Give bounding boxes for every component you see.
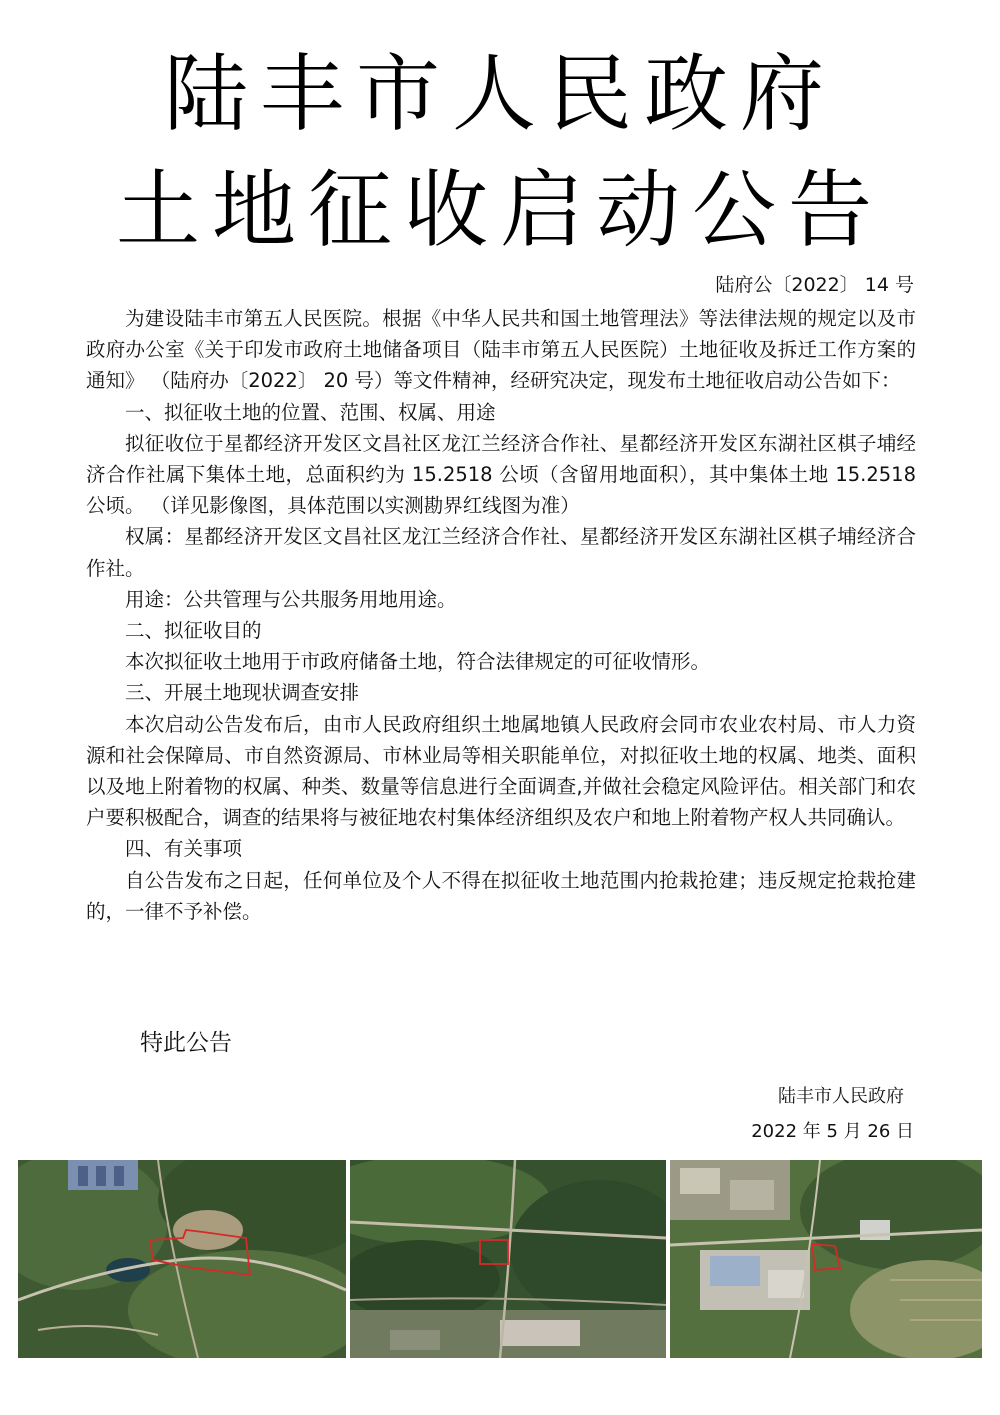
section-1-use: 用途：公共管理与公共服务用地用途。 bbox=[125, 587, 457, 611]
section-1-ownership: 权属：星都经济开发区文昌社区龙江兰经济合作社、星都经济开发区东湖社区棋子埔经济合作社。 bbox=[86, 525, 916, 580]
section-4-heading: 四、有关事项 bbox=[125, 837, 243, 861]
satellite-image-detail bbox=[670, 1160, 982, 1358]
signature-organization: 陆丰市人民政府 bbox=[778, 1086, 904, 1107]
document-number: 陆府公〔2022〕 14 号 bbox=[715, 274, 914, 296]
section-3-heading: 三、开展土地现状调查安排 bbox=[125, 681, 360, 705]
intro-paragraph: 为建设陆丰市第五人民医院。根据《中华人民共和国土地管理法》等法律法规的规定以及市政府办公室《关于印发市政府土地储备项目（陆丰市第五人民医院）土地征收及拆迁工作方案的通知》 （陆府办〔2022〕 20 号）等文件精神，经研究决定，现发布土地征收启动公告如下： bbox=[86, 307, 916, 393]
signature-date: 2022 年 5 月 26 日 bbox=[751, 1121, 914, 1142]
section-4-text: 自公告发布之日起，任何单位及个人不得在拟征收土地范围内抢栽抢建；违反规定抢栽抢建的，一律不予补偿。 bbox=[86, 868, 916, 923]
satellite-image-overview bbox=[18, 1160, 346, 1358]
satellite-image-mid bbox=[350, 1160, 666, 1358]
announcement-body bbox=[86, 303, 916, 927]
section-2-text: 本次拟征收土地用于市政府储备土地，符合法律规定的可征收情形。 bbox=[125, 650, 711, 674]
section-2-heading: 二、拟征收目的 bbox=[125, 619, 262, 643]
section-1-location: 拟征收位于星都经济开发区文昌社区龙江兰经济合作社、星都经济开发区东湖社区棋子埔经济合作社属下集体土地，总面积约为 15.2518 公顷（含留用地面积），其中集体土地 15.2518 公顷。 （详见影像图，具体范围以实测勘界红线图为准） bbox=[86, 431, 916, 518]
closing-remark: 特此公告 bbox=[140, 1030, 232, 1056]
section-1-heading: 一、拟征收土地的位置、范围、权属、用途 bbox=[125, 400, 496, 424]
page-title-line-1: 陆丰市人民政府 bbox=[163, 45, 836, 143]
satellite-image-strip bbox=[18, 1160, 982, 1358]
section-3-text: 本次启动公告发布后，由市人民政府组织土地属地镇人民政府会同市农业农村局、市人力资源和社会保障局、市自然资源局、市林业局等相关职能单位，对拟征收土地的权属、地类、面积以及地上附着物的权属、种类、数量等信息进行全面调查,并做社会稳定风险评估。相关部门和农户要积极配合，调查的结果将与被征地农村集体经济组织及农户和地上附着物产权人共同确认。 bbox=[86, 712, 916, 830]
page-title-line-2: 土地征收启动公告 bbox=[115, 161, 884, 259]
